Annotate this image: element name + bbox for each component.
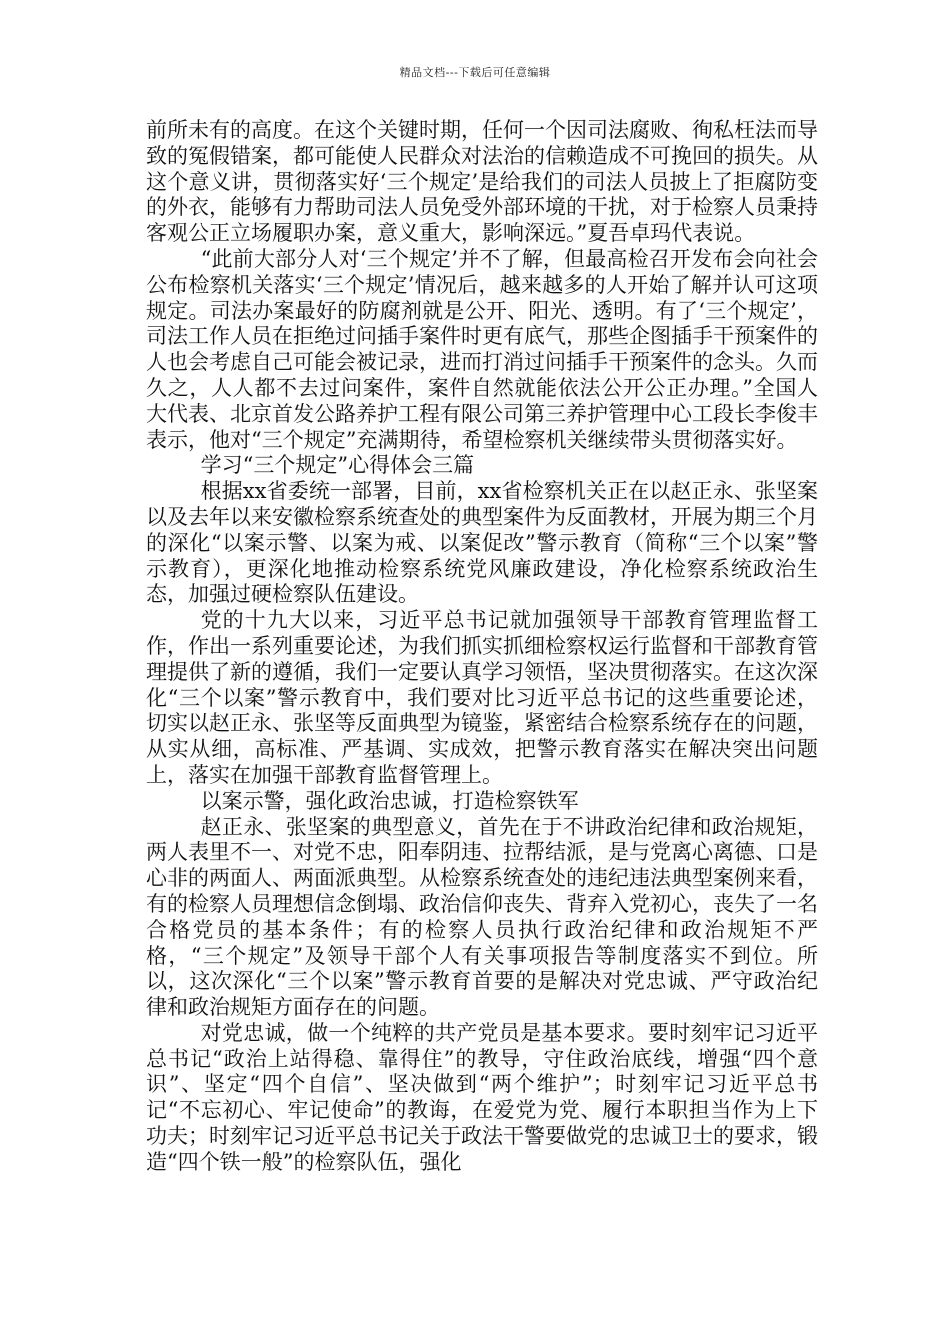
paragraph-quote: “此前大部分人对‘三个规定’并不了解，但最高检召开发布会向社会公布检察机关落实‘三个规定’情况后，越来越多的人开始了解并认可这项规定。司法办案最好的防腐剂就是公开、阳光、透明。有了‘三个规定’，司法工作人员在拒绝过问插手案件时更有底气，那些企图插手干预案件的人也会考虑自己可能会被记录，进而打消过问插手干预案件的念头。久而久之，人人都不去过问案件，案件自然就能依法公开公正办理。”全国人大代表、北京首发公路养护工程有限公司第三养护管理中心工段长李俊丰表示，他对“三个规定”充满期待，希望检察机关继续带头贯彻落实好。 [146,246,818,452]
paragraph: 根据xx省委统一部署，目前，xx省检察机关正在以赵正永、张坚案以及去年以来安徽检察系统查处的典型案件为反面教材，开展为期三个月的深化“以案示警、以案为戒、以案促改”警示教育（简称“三个以案”警示教育），更深化地推动检察系统党风廉政建设，净化检察系统政治生态，加强过硬检察队伍建设。 [146,479,818,607]
paragraph: 赵正永、张坚案的典型意义，首先在于不讲政治纪律和政治规矩，两人表里不一、对党不忠，阳奉阴违、拉帮结派，是与党离心离德、口是心非的两面人、两面派典型。从检察系统查处的违纪违法典型案例来看，有的检察人员理想信念倒塌、政治信仰丧失、背弃入党初心，丧失了一名合格党员的基本条件；有的检察人员执行政治纪律和政治规矩不严格，“三个规定”及领导干部个人有关事项报告等制度落实不到位。所以，这次深化“三个以案”警示教育首要的是解决对党忠诚、严守政治纪律和政治规矩方面存在的问题。 [146,814,818,1020]
subsection-heading: 以案示警，强化政治忠诚，打造检察铁军 [200,788,579,813]
paragraph: 对党忠诚，做一个纯粹的共产党员是基本要求。要时刻牢记习近平总书记“政治上站得稳、靠得住”的教导，守住政治底线，增强“四个意识”、坚定“四个自信”、坚决做到“两个维护”；时刻牢记习近平总书记“不忘初心、牢记使命”的教诲，在爱党为党、履行本职担当作为上下功夫；时刻牢记习近平总书记关于政法干警要做党的忠诚卫士的要求，锻造“四个铁一般”的检察队伍，强化 [146,1020,818,1174]
document-body [146,118,818,1176]
paragraph: 党的十九大以来，习近平总书记就加强领导干部教育管理监督工作，作出一系列重要论述，为我们抓实抓细检察权运行监督和干部教育管理提供了新的遵循，我们一定要认真学习领悟，坚决贯彻落实。在这次深化“三个以案”警示教育中，我们要对比习近平总书记的这些重要论述，切实以赵正永、张坚等反面典型为镜鉴，紧密结合检察系统存在的问题，从实从细，高标准、严基调、实成效，把警示教育落实在解决突出问题上，落实在加强干部教育监督管理上。 [146,608,818,787]
paragraph-continuation: 前所未有的高度。在这个关键时期，任何一个因司法腐败、徇私枉法而导致的冤假错案，都可能使人民群众对法治的信赖造成不可挽回的损失。从这个意义讲，贯彻落实好‘三个规定’是给我们的司法人员披上了拒腐防变的外衣，能够有力帮助司法人员免受外部环境的干扰，对于检察人员秉持客观公正立场履职办案，意义重大，影响深远。”夏吾卓玛代表说。 [146,118,818,246]
section-heading: 学习“三个规定”心得体会三篇 [200,453,475,478]
page-header: 精品文档---下载后可任意编辑 [399,66,551,79]
